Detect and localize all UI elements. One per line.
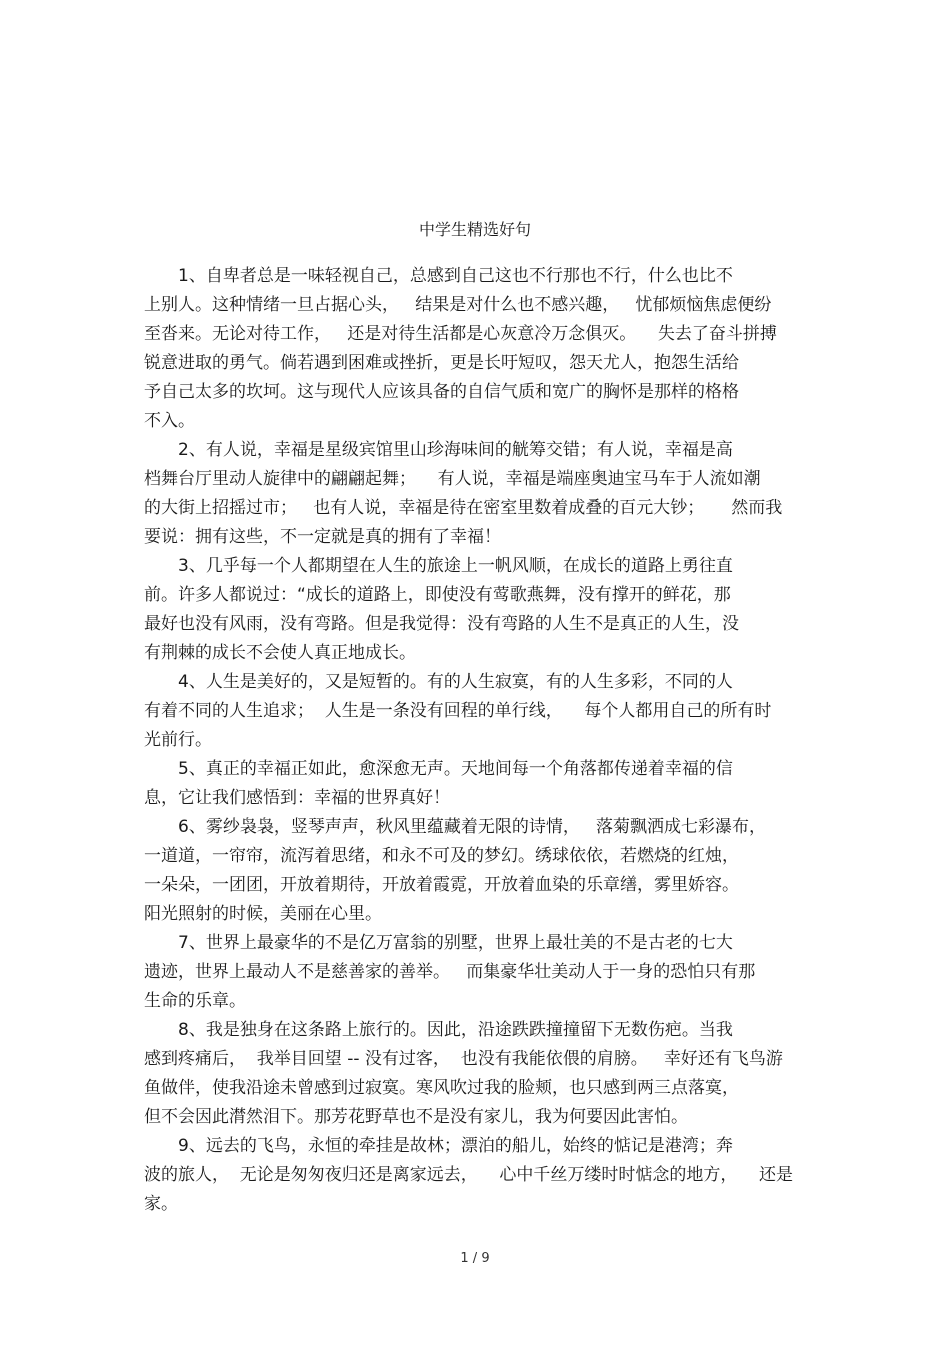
paragraph-line: 至沓来。无论对待工作， 还是对待生活都是心灰意冷万念俱灭。 失去了奋斗拼搏 bbox=[144, 324, 777, 344]
document-title: 中学生精选好句 bbox=[418, 220, 531, 239]
paragraph-line: 2、有人说，幸福是星级宾馆里山珍海味间的觥筹交错；有人说，幸福是高 bbox=[178, 440, 733, 460]
paragraph-line: 要说：拥有这些，不一定就是真的拥有了幸福！ bbox=[144, 527, 501, 547]
paragraph-line: 7、世界上最豪华的不是亿万富翁的别墅，世界上最壮美的不是古老的七大 bbox=[178, 933, 733, 953]
paragraph bbox=[144, 262, 808, 436]
paragraph bbox=[144, 1132, 808, 1219]
paragraph bbox=[144, 668, 808, 755]
paragraph bbox=[144, 436, 808, 552]
paragraph bbox=[144, 813, 808, 929]
paragraph bbox=[144, 929, 808, 1016]
paragraph bbox=[144, 552, 808, 668]
paragraph bbox=[144, 1016, 808, 1132]
paragraph-line: 档舞台厅里动人旋律中的翩翩起舞； 有人说，幸福是端座奥迪宝马车于人流如潮 bbox=[144, 469, 761, 489]
page-number: 1 / 9 bbox=[460, 1251, 490, 1266]
paragraph-line: 一朵朵，一团团，开放着期待，开放着霞霓，开放着血染的乐章缮，雾里娇容。 bbox=[144, 875, 739, 895]
paragraph-line: 上别人。这种情绪一旦占据心头， 结果是对什么也不感兴趣， 忧郁烦恼焦虑便纷 bbox=[144, 295, 772, 315]
paragraph-line: 不入。 bbox=[144, 411, 195, 431]
paragraph-line: 一道道，一帘帘，流泻着思绪，和永不可及的梦幻。绣球依依，若燃烧的红烛， bbox=[144, 846, 739, 866]
paragraph-line: 锐意进取的勇气。倘若遇到困难或挫折，更是长吁短叹，怨天尤人，抱怨生活给 bbox=[144, 353, 739, 373]
paragraph-line: 予自己太多的坎坷。这与现代人应该具备的自信气质和宽广的胸怀是那样的格格 bbox=[144, 382, 739, 402]
paragraph-line: 光前行。 bbox=[144, 730, 212, 750]
paragraph-line: 8、我是独身在这条路上旅行的。因此，沿途跌跌撞撞留下无数伤疤。当我 bbox=[178, 1020, 733, 1040]
paragraph-line: 3、几乎每一个人都期望在人生的旅途上一帆风顺，在成长的道路上勇往直 bbox=[178, 556, 733, 576]
paragraph-line: 鱼做伴，使我沿途未曾感到过寂寞。寒风吹过我的脸颊，也只感到两三点落寞， bbox=[144, 1078, 739, 1098]
paragraph-line: 1、自卑者总是一味轻视自己，总感到自己这也不行那也不行，什么也比不 bbox=[178, 266, 733, 286]
paragraph-line: 息，它让我们感悟到：幸福的世界真好！ bbox=[144, 788, 450, 808]
paragraph-line: 的大街上招摇过市； 也有人说，幸福是待在密室里数着成叠的百元大钞； 然而我 bbox=[144, 498, 783, 518]
paragraph-line: 但不会因此潸然泪下。那芳花野草也不是没有家儿，我为何要因此害怕。 bbox=[144, 1107, 688, 1127]
paragraph-line: 感到疼痛后， 我举目回望 -- 没有过客， 也没有我能依偎的肩膀。 幸好还有飞鸟游 bbox=[144, 1049, 783, 1069]
paragraph-line: 最好也没有风雨，没有弯路。但是我觉得：没有弯路的人生不是真正的人生，没 bbox=[144, 614, 739, 634]
paragraph-line: 9、远去的飞鸟，永恒的牵挂是故林；漂泊的船儿，始终的惦记是港湾；奔 bbox=[178, 1136, 733, 1156]
paragraph-line: 阳光照射的时候，美丽在心里。 bbox=[144, 904, 382, 924]
paragraph-line: 5、真正的幸福正如此，愈深愈无声。天地间每一个角落都传递着幸福的信 bbox=[178, 759, 733, 779]
paragraph-line: 遗迹，世界上最动人不是慈善家的善举。 而集豪华壮美动人于一身的恐怕只有那 bbox=[144, 962, 756, 982]
paragraph-line: 有着不同的人生追求； 人生是一条没有回程的单行线， 每个人都用自己的所有时 bbox=[144, 701, 772, 721]
paragraph-line: 4、人生是美好的，又是短暂的。有的人生寂寞，有的人生多彩，不同的人 bbox=[178, 672, 733, 692]
paragraph-line: 波的旅人， 无论是匆匆夜归还是离家远去， 心中千丝万缕时时惦念的地方， 还是 bbox=[144, 1165, 794, 1185]
paragraph bbox=[144, 755, 808, 813]
paragraph-line: 家。 bbox=[144, 1194, 178, 1214]
paragraph-line: 6、雾纱袅袅，竖琴声声，秋风里蕴藏着无限的诗情， 落菊飘洒成七彩瀑布， bbox=[178, 817, 767, 837]
document-body bbox=[144, 262, 808, 1219]
paragraph-line: 生命的乐章。 bbox=[144, 991, 246, 1011]
paragraph-line: 有荆棘的成长不会使人真正地成长。 bbox=[144, 643, 416, 663]
paragraph-line: 前。许多人都说过：“成长的道路上，即使没有莺歌燕舞，没有撑开的鲜花，那 bbox=[144, 585, 731, 605]
